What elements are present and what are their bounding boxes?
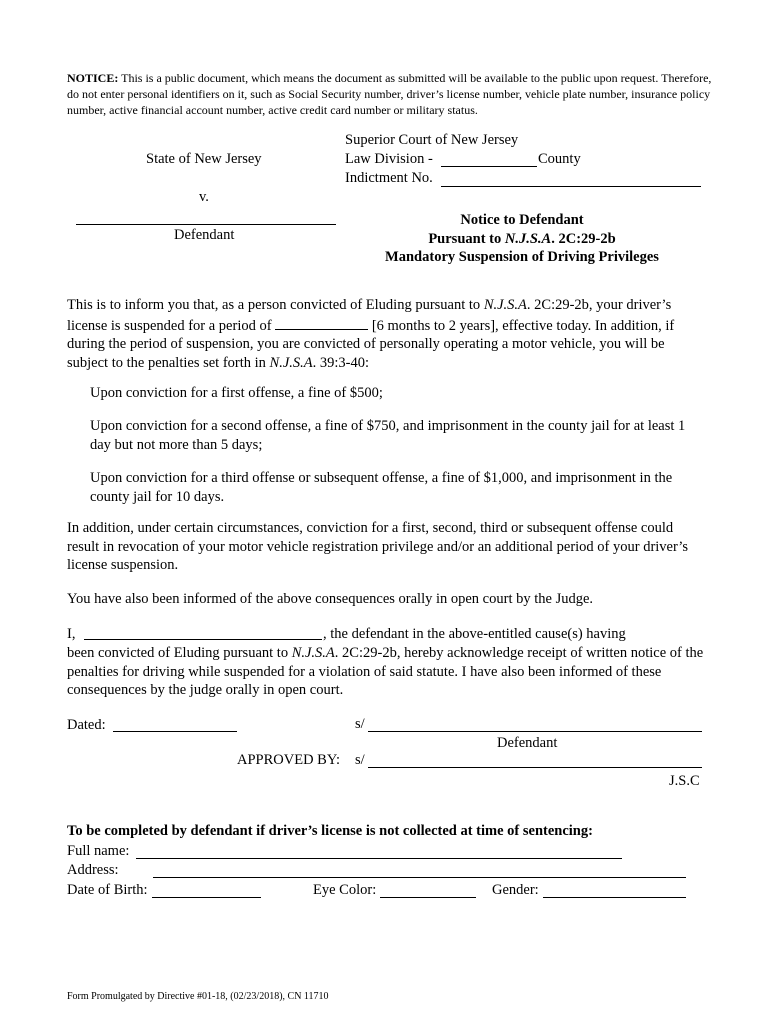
indictment-field-line[interactable] <box>441 186 701 187</box>
gender-label: Gender: <box>492 882 539 898</box>
defendant-caption-label: Defendant <box>174 227 235 243</box>
state-label: State of New Jersey <box>146 151 262 167</box>
suspension-period-field[interactable] <box>275 315 368 330</box>
judge-signature-line[interactable] <box>368 767 702 768</box>
ack-i-label: I, <box>67 626 76 642</box>
eye-color-label: Eye Color: <box>313 882 377 898</box>
gender-field[interactable] <box>543 897 686 898</box>
versus-label: v. <box>199 189 209 205</box>
address-label: Address: <box>67 862 119 878</box>
form-title <box>372 211 672 267</box>
public-notice <box>67 70 717 118</box>
ack-defendant-name-line[interactable] <box>84 639 322 640</box>
ack-paragraph: been convicted of Eluding pursuant to N.J.S.A. 2C:29-2b, hereby acknowledge receipt of written notice of the penalties for driving while suspended for a violation of said statute. I have also been informed of these consequences by the judge orally in open court. <box>67 645 704 698</box>
suspension-paragraph: This is to inform you that, as a person convicted of Eluding pursuant to N.J.S.A. 2C:29-2b, your driver’s license is suspended for a period of [6 months to 2 years], effective today. In addition, if during the period of suspension, you are convicted of personally operating a motor vehicle, you will be subject to the penalties set forth in N.J.S.A. 39:3-40: <box>67 297 675 371</box>
full-name-label: Full name: <box>67 843 130 859</box>
dated-label: Dated: <box>67 717 106 733</box>
address-field[interactable] <box>153 877 686 878</box>
county-label: County <box>538 151 581 167</box>
dob-label: Date of Birth: <box>67 882 148 898</box>
full-name-field[interactable] <box>136 858 622 859</box>
title-line-3: Mandatory Suspension of Driving Privileges <box>385 249 659 265</box>
defendant-signature-prefix: s/ <box>355 716 365 732</box>
revocation-paragraph: In addition, under certain circumstances, conviction for a first, second, third or subsequent offense could result in revocation of your motor vehicle registration privilege and/or an additional period of your driver’s license suspension. <box>67 520 689 573</box>
defendant-signature-line[interactable] <box>368 731 702 732</box>
approved-by-label: APPROVED BY: <box>237 752 341 768</box>
notice-label: NOTICE: <box>67 71 119 85</box>
defendant-info-heading: To be completed by defendant if driver’s license is not collected at time of sentencing: <box>67 823 593 839</box>
first-offense-text: Upon conviction for a first offense, a fine of $500; <box>90 385 383 401</box>
notice-text: This is a public document, which means the document as submitted will be available to the public upon request. Therefore, do not enter personal identifiers on it, such as Social Security number, driver’s license number, vehicle plate number, insurance policy number, active financial account number, active credit card number or military status. <box>67 71 712 117</box>
defendant-signature-label: Defendant <box>497 735 558 751</box>
title-line-1: Notice to Defendant <box>460 212 584 228</box>
indictment-label: Indictment No. <box>345 170 433 186</box>
second-offense-text: Upon conviction for a second offense, a fine of $750, and imprisonment in the county jail for at least 1 day but not more than 5 days; <box>90 418 686 453</box>
form-footer: Form Promulgated by Directive #01-18, (02/23/2018), CN 11710 <box>67 991 329 1002</box>
jsc-label: J.S.C <box>669 773 700 789</box>
county-field-line[interactable] <box>441 166 537 167</box>
court-name: Superior Court of New Jersey <box>345 132 519 148</box>
ack-line-1-text: , the defendant in the above-entitled cause(s) having <box>323 626 626 642</box>
judge-signature-prefix: s/ <box>355 752 365 768</box>
third-offense-text: Upon conviction for a third offense or subsequent offense, a fine of $1,000, and imprisonment in the county jail for 10 days. <box>90 470 673 505</box>
dob-field[interactable] <box>152 897 261 898</box>
defendant-name-line[interactable] <box>76 224 336 225</box>
title-line-2: Pursuant to N.J.S.A. 2C:29-2b <box>428 230 616 247</box>
law-division-label: Law Division - <box>345 151 433 167</box>
informed-paragraph: You have also been informed of the above consequences orally in open court by the Judge. <box>67 591 594 607</box>
eye-color-field[interactable] <box>380 897 476 898</box>
dated-field-line[interactable] <box>113 731 237 732</box>
